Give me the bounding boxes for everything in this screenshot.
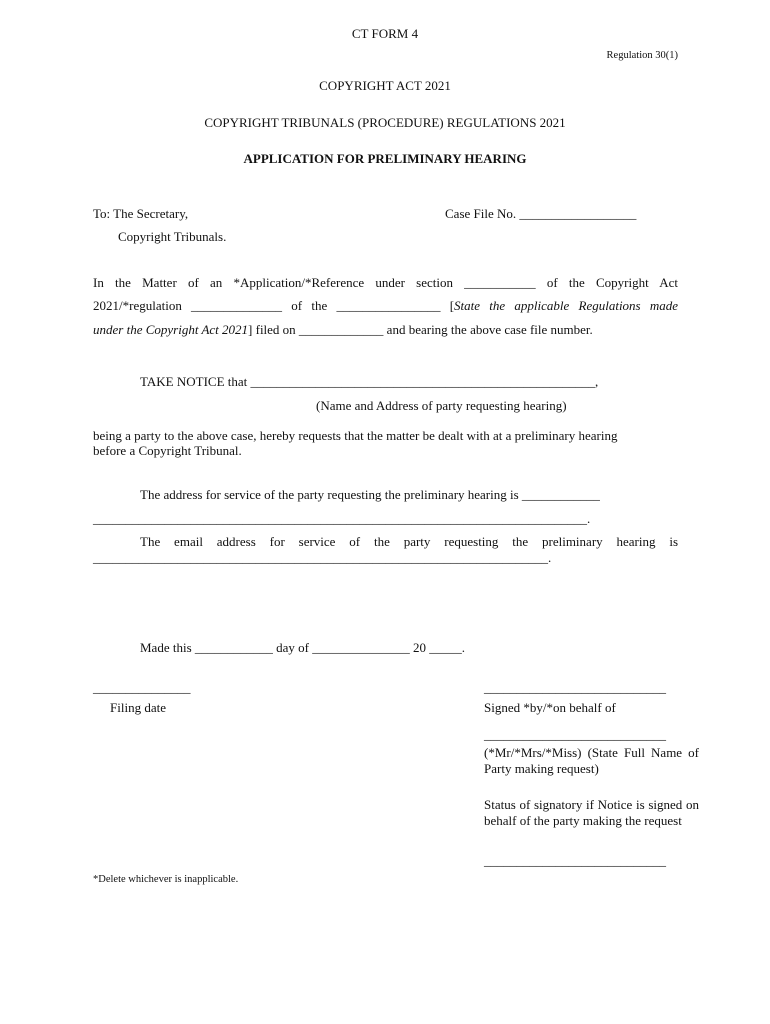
addressee-line2: Copyright Tribunals.: [118, 229, 227, 244]
footnote: *Delete whichever is inapplicable.: [93, 874, 239, 885]
signature-rule-3: ____________________________: [484, 853, 666, 868]
matter-line-3-italic: under the Copyright Act 2021: [93, 322, 249, 337]
addressee: To: The Secretary,: [93, 206, 189, 221]
page-title: APPLICATION FOR PRELIMINARY HEARING: [243, 151, 527, 166]
signature-rule-2: ____________________________: [484, 727, 666, 742]
request-paragraph-line1: being a party to the above case, hereby requests that the matter be dealt with at a preliminary hearing: [93, 428, 618, 443]
case-file-number: Case File No. __________________: [445, 206, 637, 221]
service-address-line1: The address for service of the party requesting the preliminary hearing is ____________: [140, 487, 600, 502]
signed-by-label: Signed *by/*on behalf of: [484, 700, 616, 715]
regulation-reference: Regulation 30(1): [606, 50, 678, 61]
regulations-title: COPYRIGHT TRIBUNALS (PROCEDURE) REGULATIONS 2021: [204, 115, 566, 130]
service-email-line1: The email address for service of the party requesting the preliminary hearing is: [140, 534, 678, 549]
matter-line-3-text: ] filed on _____________ and bearing the above case file number.: [248, 322, 593, 337]
filing-date-rule: _______________: [93, 680, 191, 695]
act-title: COPYRIGHT ACT 2021: [319, 78, 451, 93]
matter-line-2-text: 2021/*regulation ______________ of the ________________ [: [93, 298, 455, 313]
matter-line-2-italic: State the applicable Regulations made: [454, 298, 679, 313]
matter-line-2: [93, 298, 678, 314]
request-paragraph-line2: before a Copyright Tribunal.: [93, 443, 242, 458]
matter-line-1: In the Matter of an *Application/*Reference under section ___________ of the Copyright Act: [93, 275, 678, 290]
service-address-line2: ____________________________________________________________________________.: [93, 511, 591, 526]
take-notice-line: TAKE NOTICE that _____________________________________________________,: [140, 374, 599, 389]
form-number: CT FORM 4: [351, 26, 419, 41]
service-email-line2: ______________________________________________________________________.: [93, 550, 552, 565]
signature-rule: ____________________________: [484, 680, 666, 695]
status-note: Status of signatory if Notice is signed on behalf of the party making the request: [484, 797, 699, 828]
made-this-line: Made this ____________ day of _______________ 20 _____.: [140, 640, 465, 655]
matter-line-3: [93, 322, 593, 338]
name-note: (*Mr/*Mrs/*Miss) (State Full Name of Party making request): [484, 745, 699, 776]
take-notice-caption: (Name and Address of party requesting hearing): [316, 398, 567, 413]
filing-date-label: Filing date: [110, 700, 166, 715]
